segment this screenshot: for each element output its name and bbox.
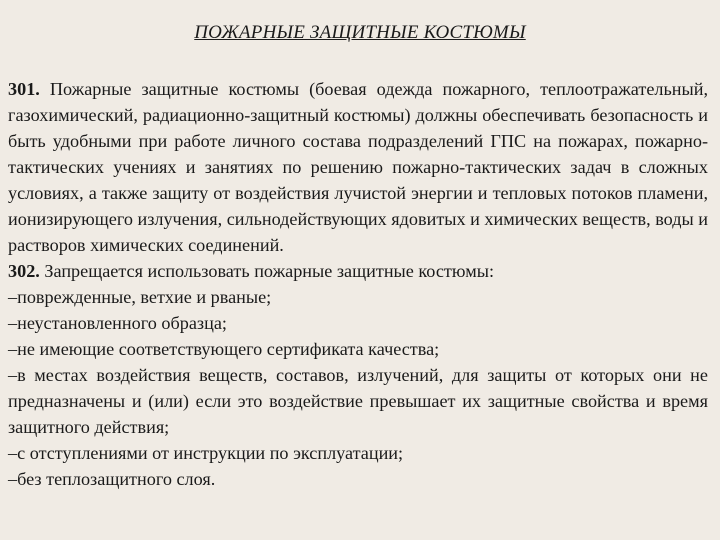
list-item-text: неустановленного образца; [17,313,227,333]
clause-302-number: 302. [8,261,40,281]
dash-marker: – [8,339,18,359]
list-item-text: не имеющие соответствующего сертификата качества; [17,339,440,359]
clause-301-number: 301. [8,79,40,99]
clause-302-text: Запрещается использовать пожарные защитные костюмы: [44,261,494,281]
dash-marker: – [8,443,18,463]
list-item [8,284,708,310]
list-item [8,336,708,362]
dash-marker: – [8,313,18,333]
page-title: ПОЖАРНЫЕ ЗАЩИТНЫЕ КОСТЮМЫ [194,22,526,43]
list-item [8,466,708,492]
document-body [8,76,708,492]
dash-marker: – [8,469,18,489]
list-item-text: с отступлениями от инструкции по эксплуатации; [17,443,404,463]
list-item-text: поврежденные, ветхие и рваные; [17,287,272,307]
dash-marker: – [8,287,18,307]
prohibition-list [8,284,708,492]
clause-302 [8,258,708,284]
dash-marker: – [8,365,18,385]
list-item-text: без теплозащитного слоя. [17,469,216,489]
list-item [8,440,708,466]
list-item [8,310,708,336]
list-item [8,362,708,440]
clause-301-text: Пожарные защитные костюмы (боевая одежда пожарного, теплоотражательный, газохимический, радиационно-защитный костюмы) должны обеспечивать безопасность и быть удобными при работе личного состава подразделений ГПС на пожарах, пожарно-тактических учениях и занятиях по решению пожарно-тактических задач в сложных условиях, а также защиту от воздействия лучистой энергии и тепловых потоков пламени, ионизирующего излучения, сильнодействующих ядовитых и химических веществ, воды и растворов химических соединений. [8,79,709,255]
list-item-text: в местах воздействия веществ, составов, излучений, для защиты от которых они не предназначены и (или) если это воздействие превышает их защитные свойства и время защитного действия; [8,365,708,437]
clause-301 [8,76,708,258]
